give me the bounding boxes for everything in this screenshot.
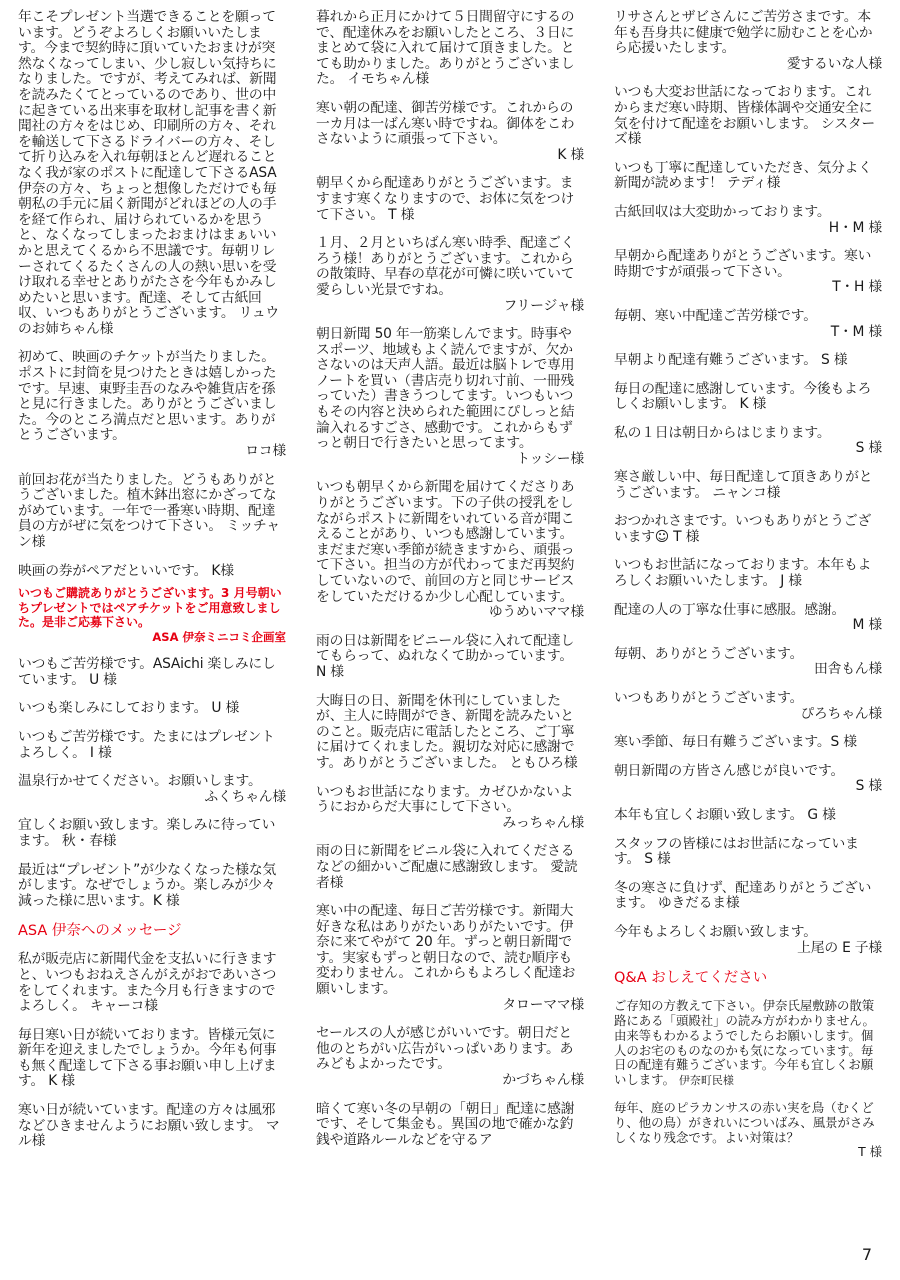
message-text: いつもお世話になります。カゼひかないようにおからだ大事にして下さい。: [316, 783, 574, 816]
message-text: 今年もよろしくお願い致します。: [614, 923, 817, 940]
reader-message: [614, 161, 882, 192]
reader-message: [316, 785, 584, 832]
reader-message: [614, 603, 882, 634]
message-text: 宜しくお願い致します。楽しみに待っています。 秋・春様: [18, 817, 276, 849]
reader-message: [18, 564, 286, 580]
signature: T・H 様: [832, 279, 882, 296]
message-text: 雨の日に新聞をビニル袋に入れてくださるなどの細かいご配慮に感謝致します。 愛読者様: [316, 843, 578, 891]
reader-message: [18, 818, 286, 849]
message-text: 早朝より配達有難うございます。 S 様: [614, 352, 848, 369]
reader-message: [614, 881, 882, 912]
section-heading: ASA 伊奈へのメッセージ: [18, 923, 182, 940]
message-text: いつもご苦労様です。ASAichi 楽しみにしています。 U 様: [18, 656, 276, 688]
message-text: いつも楽しみにしております。 U 様: [18, 700, 240, 717]
reader-message: [614, 382, 882, 413]
message-text: 前回お花が当たりました。どうもありがとうございました。植木鉢出窓にかざってながめています。一年で一番寒い時期、配達員の方がぜに気をつけて下さい。 ミッチャン様: [18, 471, 280, 550]
signature: K 様: [557, 146, 584, 163]
reader-message: [614, 249, 882, 296]
message-text: 映画の券がペアだといいです。 K様: [18, 562, 234, 579]
message-text: 寒い中の配達、毎日ご苦労様です。新聞大好きな私はありがたいありがたいです。伊奈に来てやがて 20 年。ずっと朝日新聞です。実家もずっと朝日なので、読む順序も変わりません。これからもよろしく配達お願いします。: [316, 903, 576, 998]
column-1: [18, 10, 286, 1163]
reader-message: [18, 1103, 286, 1150]
message-text: 本年も宜しくお願い致します。 G 様: [614, 806, 836, 823]
reader-message: [18, 1028, 286, 1090]
message-text: いつもご苦労様です。たまにはプレゼントよろしく。 I 様: [18, 728, 275, 761]
reader-message: [614, 647, 882, 678]
message-text: 寒い朝の配達、御苦労様です。これからの一カ月は一ばん寒い時ですね。御体をこわさないように頑張って下さい。: [316, 99, 575, 148]
message-text: いつも大変お世話になっております。これからまだ寒い時期、皆様体調や交通安全に気を付けて配達をお願いします。 シスターズ様: [614, 84, 876, 148]
signature: かづちゃん様: [502, 1072, 584, 1089]
message-text: 朝日新聞 50 年一筋楽しんでます。時事やスポーツ、地域もよく読んでますが、欠かさないのは天声人語。最近は脳トレで専用ノートを買い（書店売り切れ寸前、一冊残っていた）書きうつしてます。いつもいつもその内容と決められた範囲にぴしっと結論入れるすごさ、感動です。これからもずっと朝日で行きたいと思ってます。: [316, 326, 575, 452]
reader-message: [614, 925, 882, 956]
signature: タローママ様: [502, 996, 584, 1013]
reader-message: [316, 10, 584, 88]
reader-message: [18, 730, 286, 761]
signature: 上尾の E 子様: [797, 939, 882, 956]
reader-message: [316, 236, 584, 314]
message-text: 朝早くから配達ありがとうございます。ますます寒くなりますので、お体に気をつけて下さい。 T 様: [316, 175, 575, 223]
page-number: 7: [861, 1245, 872, 1264]
message-text: 毎日寒い日が続いております。皆様元気に新年を迎えましたでしょうか。今年も何事も無く配達して下さる事お願い申し上げます。 K 様: [18, 1026, 277, 1090]
reader-message: [614, 205, 882, 236]
message-text: 初めて、映画のチケットが当たりました。ポストに封筒を見つけたときは嬉しかったです。早速、東野圭吾のなみや雑貨店を孫と見に行きました。ありがとうございました。今のところ満点だと思います。ありがとうございます。: [18, 349, 277, 444]
message-text: 暮れから正月にかけて５日間留守にするので、配達休みをお願いしたところ、３日にまとめて袋に入れて届けて頂きました。とても助かりました。ありがとうございました。 イモちゃん様: [316, 9, 575, 88]
inline-signature: 伊奈町民様: [678, 1074, 734, 1088]
reader-message: [614, 764, 882, 795]
message-text: 寒い日が続いています。配達の方々は風邪などひきませんようにお願い致します。 マル様: [18, 1102, 280, 1150]
reader-message: [18, 863, 286, 910]
message-text: 早朝から配達ありがとうございます。寒い時期ですが頑張って下さい。: [614, 248, 872, 280]
reader-message: [18, 473, 286, 551]
signature: 田舎もん様: [814, 661, 882, 678]
reader-message: [18, 350, 286, 459]
signature: みっちゃん様: [502, 814, 584, 831]
reader-message: [316, 1102, 584, 1149]
message-text: スタッフの皆様にはお世話になっています。 S 様: [614, 835, 859, 868]
signature: ぴろちゃん様: [800, 705, 882, 722]
signature: ロコ様: [245, 443, 286, 460]
message-text: 年こそプレゼント当選できることを願っています。どうぞよろしくお願いいたします。今まで契約時に頂いていたおまけが突然なくなってしまい、少し寂しい気持ちになりました。ですが、考えてみれば、新聞を読みたくてとっているのであり、世の中に起きている出来事を取材し記事を書く新聞社の方々をはじめ、印刷所の方々、それを輸送して下さるドライバーの方々、そして折り込みを入れ毎朝ほとんど遅れることなく我が家のポストに配達して下さるASA伊奈の方々、ちょっと想像しただけでも毎朝私の手元に届く新聞がどれほどの人の手を経て作られ、届けられているかを思うと、なくなってしまったおまけはまぁいいかと思えてくるから不思議です。毎朝リレーされてくるたくさんの人の熱い思いを受け取れる幸せとありがたさを今年もかみしめたいと思います。配達、そして古紙回収、いつもありがとうございます。 リュウのお姉ちゃん様: [18, 9, 280, 337]
message-text: いつもありがとうございます。: [614, 690, 804, 706]
message-text: 暗くて寒い冬の早朝の「朝日」配達に感謝です、そして集金も。異国の地で確かな釣銭や道路ルールなどを守るア: [316, 1100, 575, 1148]
qa-item: [614, 999, 882, 1089]
reader-message: [614, 735, 882, 751]
reader-message: [18, 657, 286, 688]
message-text: セールスの人が感じがいいです。朝日だと他のとちがい広告がいっぱいあります。あみどもよかったです。: [316, 1025, 574, 1073]
reader-message: [614, 808, 882, 824]
message-text: 朝日新聞の方皆さん感じが良いです。: [614, 762, 845, 779]
message-text: 毎日の配達に感謝しています。今後もよろしくお願いします。 K 様: [614, 380, 872, 413]
reader-message: [614, 426, 882, 457]
reader-message: [614, 558, 882, 589]
message-text: 寒い季節、毎日有難うございます。S 様: [614, 734, 857, 751]
reader-message: [316, 904, 584, 1013]
signature: T 様: [858, 1144, 882, 1160]
message-text: 配達の人の丁寧な仕事に感服。感謝。: [614, 601, 846, 618]
message-text: 私が販売店に新聞代金を支払いに行きますと、いつもおねえさんがえがおであいさつをしてくれます。また今月も行きますのでよろしく。 キャーコ様: [18, 951, 277, 1015]
message-text: 私の１日は朝日からはじまります。: [614, 424, 831, 441]
message-text: 毎年、庭のピラカンサスの赤い実を鳥（むくどり、他の鳥）がきれいについばみ、風景がさみしくなり残念です。よい対策は？: [614, 1099, 875, 1145]
reader-message: [316, 694, 584, 772]
reader-message: [316, 327, 584, 467]
message-text: おつかれさまです。いつもありがとうございます☺ T 様: [614, 513, 872, 545]
message-text: 最近は“プレゼント”が少なくなった様な気がします。なぜでしょうか。楽しみが少々減った様に思います。K 様: [18, 861, 277, 909]
section-heading: Q&A おしえてください: [614, 970, 768, 987]
message-text: １月、２月といちばん寒い時季、配達ごくろう様！ありがとうございます。これからの散策時、早春の草花が可憐に咲いていて愛らしい光景ですね。: [316, 235, 575, 298]
signature: ASA 伊奈ミニコミ企画室: [152, 629, 286, 644]
reader-message: [18, 952, 286, 1014]
reader-message: [18, 10, 286, 337]
signature: ふくちゃん様: [204, 788, 286, 805]
message-text: いつも朝早くから新聞を届けてくださりありがとうございます。下の子供の授乳をしながらポストに新聞をいれている音が聞こえることがあり、いつも感謝しています。まだまだ寒い季節が続きますから、頑張って下さい。担当の方が代わってまだ再契約していないので、前回の方と同じサービスをしていただけるか少し心配しています。: [316, 479, 575, 605]
reader-message: [316, 634, 584, 681]
message-text: 大晦日の日、新聞を休刊にしていましたが、主人に時間ができ、新聞を読みたいとのこと。販売店に電話したところ、ご丁寧に届けてくれました。親切な対応に感謝です。ありがとうございました。 ともひろ様: [316, 692, 578, 771]
reader-message: [316, 101, 584, 163]
reader-message: [316, 844, 584, 891]
reader-message: [614, 309, 882, 340]
message-text: いつもお世話になっております。本年もよろしくお願いいたします。 J 様: [614, 557, 872, 590]
column-3: [614, 10, 882, 1172]
reader-message: [614, 10, 882, 72]
message-text: 毎朝、ありがとうございます。: [614, 645, 804, 662]
reader-message: [316, 480, 584, 620]
signature: T・M 様: [830, 323, 882, 340]
signature: S 様: [855, 778, 882, 795]
signature: M 様: [852, 617, 882, 634]
notice-block: [18, 586, 286, 644]
signature: H・M 様: [828, 219, 882, 236]
column-2: [316, 10, 584, 1161]
message-text: 寒さ厳しい中、毎日配達して頂きありがとうございます。 ニャンコ様: [614, 469, 873, 501]
message-text: 雨の日は新聞をビニール袋に入れて配達してもらって、ぬれなくて助かっています。 N 様: [316, 632, 575, 680]
signature: 愛するいな人様: [786, 55, 882, 72]
reader-message: [614, 353, 882, 369]
reader-message: [316, 176, 584, 223]
reader-message: [18, 774, 286, 805]
message-text: ご存知の方教えて下さい。伊奈氏屋敷跡の散策路にある「頭殿社」の読み方がわかりません。由来等もわかるようでしたらお願いします。個人のお宅のものなのかも気になっています。毎日の配達有難うございます。今年も宜しくお願いします。 伊奈町民様: [614, 998, 875, 1088]
reader-message: [614, 514, 882, 545]
message-text: いつも丁寧に配達していただき、気分よく新聞が読めます！ テディ様: [614, 159, 872, 192]
message-text: 毎朝、寒い中配達ご苦労様です。: [614, 307, 817, 324]
signature: ゆうめいママ様: [488, 604, 584, 621]
signature: トッシー様: [516, 450, 584, 467]
reader-message: [614, 691, 882, 722]
signature: S 様: [855, 440, 882, 457]
message-text: いつもご購読ありがとうございます。3 月号朝いちプレゼントではペアチケットをご用意致しました。是非ご応募下さい。: [18, 586, 282, 630]
reader-message: [18, 701, 286, 717]
message-text: 温泉行かせてください。お願いします。: [18, 773, 262, 790]
message-text: 古紙回収は大変助かっております。: [614, 203, 831, 220]
reader-message: [614, 837, 882, 868]
signature: フリージャ様: [503, 297, 584, 314]
message-text: リサさんとザビさんにご苦労さまです。本年も吾身共に健康で勉学に励むことを心から応援いたします。: [614, 9, 873, 57]
reader-message: [614, 470, 882, 501]
reader-message: [316, 1026, 584, 1088]
message-text: 冬の寒さに負けず、配達ありがとうございます。 ゆきだるま様: [614, 879, 872, 912]
reader-message: [614, 85, 882, 147]
qa-item: [614, 1101, 882, 1160]
